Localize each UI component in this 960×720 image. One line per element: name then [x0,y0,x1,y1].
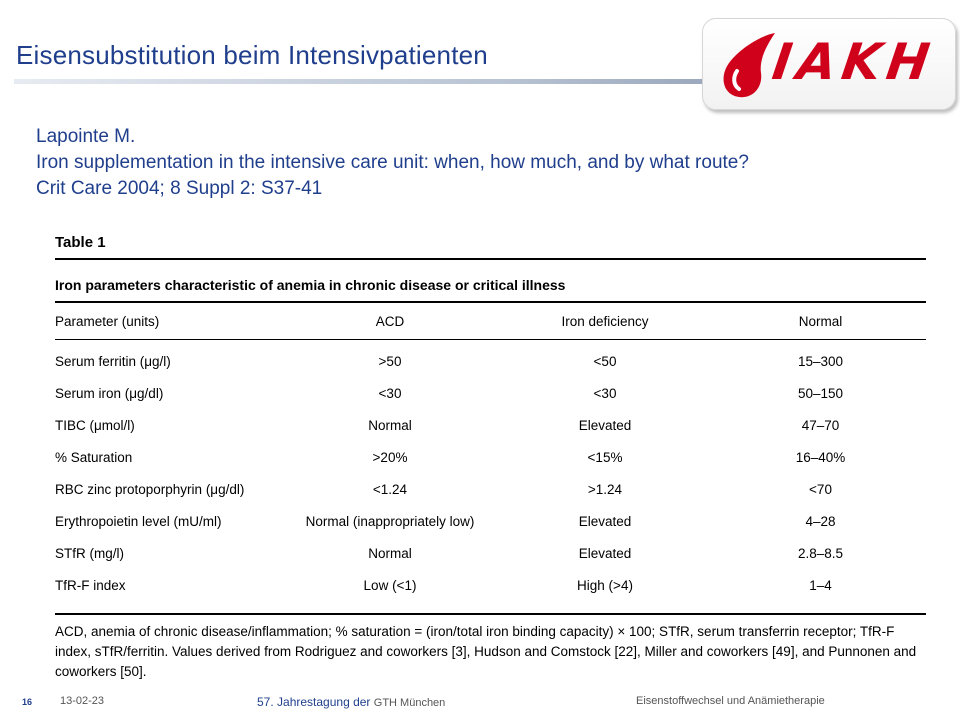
table-cell: 16–40% [795,449,846,465]
table-row [55,409,926,441]
table-cell: >20% [372,449,408,465]
table-cell: >50 [378,353,402,369]
citation-journal: Crit Care 2004; 8 Suppl 2: S37-41 [36,178,323,199]
table-cell: TIBC (μmol/l) [55,417,135,433]
iakh-logo [702,18,956,110]
footer-date: 13-02-23 [60,695,105,707]
table-cell: <30 [378,385,402,401]
column-header: ACD [375,314,405,329]
table-row [55,339,926,377]
table-row [55,505,926,537]
table-bottom-rule [55,613,926,615]
table-cell: TfR-F index [55,577,126,593]
table-cell: Erythropoietin level (mU/ml) [55,513,222,529]
title-underline [14,79,714,84]
table-cell: Normal (inappropriately low) [305,513,475,529]
table-subtitle: Iron parameters characteristic of anemia in chronic disease or critical illness [55,277,566,293]
table-cell: STfR (mg/l) [55,545,124,561]
table-top-rule [55,258,926,260]
table-cell: <15% [587,449,623,465]
table-cell: Serum ferritin (μg/l) [55,353,171,369]
table-cell: RBC zinc protoporphyrin (μg/dl) [55,481,245,497]
table-subtitle-rule [55,301,926,303]
table-cell: Serum iron (μg/dl) [55,385,164,401]
table-cell: Normal [368,417,412,433]
table-row [55,569,926,601]
logo-text: IAKH [768,33,939,91]
table-cell: 15–300 [797,353,844,369]
table-footnote: ACD, anemia of chronic disease/inflammation; % saturation = (iron/total iron binding capacity) × 100; STfR, serum transferrin receptor; TfR-F index, sTfR/ferritin. Values derived from Rodriguez and coworkers [3], Hudson and Comstock [22], Miller and coworkers [49], and Punnonen and coworkers [50]. [55,624,917,679]
table-body [55,339,926,601]
table-header-row [55,314,926,339]
citation [36,124,749,202]
citation-article-title: Iron supplementation in the intensive care unit: when, how much, and by what route? [36,152,749,173]
table-cell: % Saturation [55,449,133,465]
table-row [55,537,926,569]
table-row [55,441,926,473]
citation-author: Lapointe M. [36,126,136,147]
table-header-rule [55,339,926,340]
table-row [55,473,926,505]
iron-parameters-table [55,314,926,601]
table-cell: Low (<1) [363,577,417,593]
footer-event [257,695,445,709]
table-cell: Elevated [578,417,632,433]
table-cell: 2.8–8.5 [797,545,844,561]
table-cell: High (>4) [577,577,633,593]
table-cell: >1.24 [587,481,623,497]
page-number: 16 [22,697,33,707]
table-caption: Table 1 [55,234,106,251]
column-header: Iron deficiency [561,314,649,329]
table-cell: Normal [368,545,412,561]
footer-event-name: 57. Jahrestagung der [257,695,371,709]
slide-title: Eisensubstitution beim Intensivpatienten [16,40,488,70]
table-cell: <70 [809,481,832,497]
blood-drop-icon [711,27,781,103]
column-header: Parameter (units) [55,314,160,329]
footer-topic: Eisenstoffwechsel und Anämietherapie [636,695,825,707]
column-header: Normal [798,314,843,329]
footer-event-location: GTH München [373,697,446,709]
table-cell: 1–4 [809,577,832,593]
table-cell: Elevated [578,513,632,529]
table-cell: <50 [593,353,617,369]
table-row [55,377,926,409]
table-cell: Elevated [578,545,632,561]
table-cell: 4–28 [805,513,836,529]
table-cell: 47–70 [801,417,840,433]
table-cell: <1.24 [372,481,408,497]
table-cell: 50–150 [797,385,844,401]
table-cell: <30 [593,385,617,401]
